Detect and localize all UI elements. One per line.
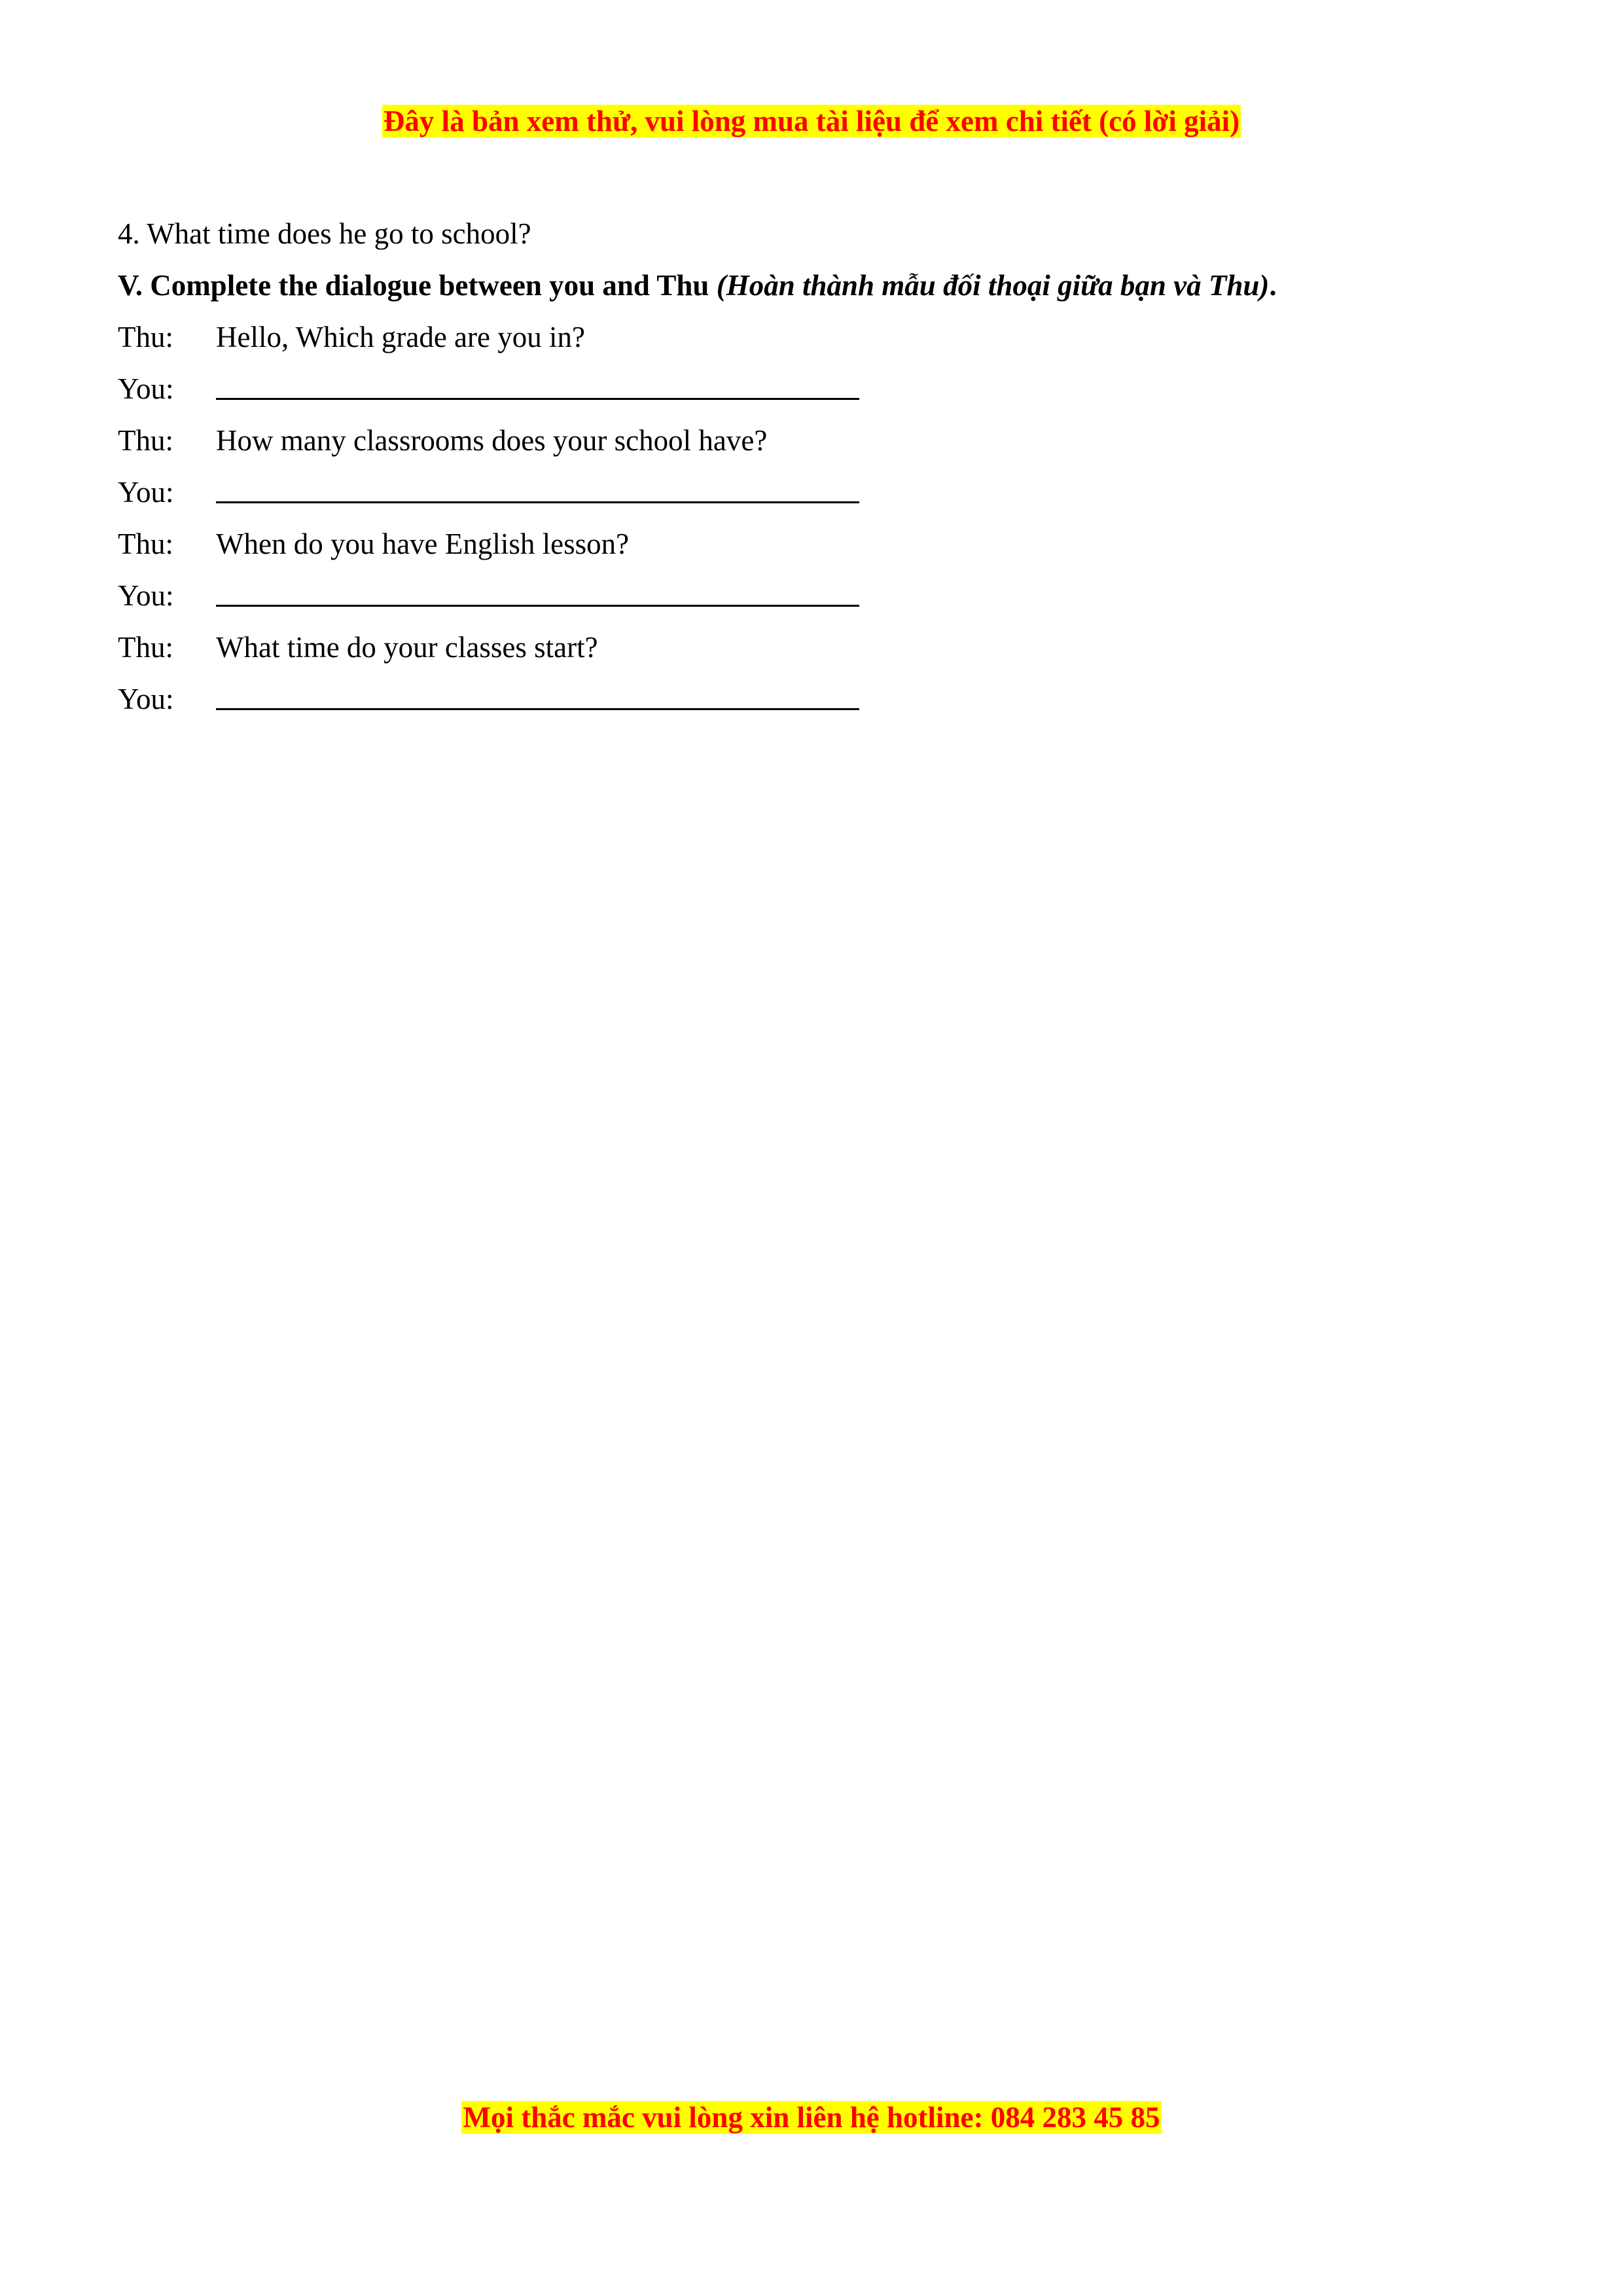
dialogue — [118, 312, 1505, 725]
preview-notice-text: Đây là bản xem thử, vui lòng mua tài liệu để xem chi tiết (có lời giải) — [383, 105, 1240, 137]
dialogue-line-you-3 — [118, 570, 1505, 622]
dialogue-line-thu-4 — [118, 622, 1505, 673]
speaker-label: Thu: — [118, 424, 173, 457]
question-4: 4. What time does he go to school? — [118, 217, 531, 250]
dialogue-line-thu-3 — [118, 518, 1505, 570]
answer-blank-2[interactable] — [216, 467, 859, 503]
speaker-label: You: — [118, 683, 174, 715]
worksheet-content — [118, 208, 1505, 725]
hotline-banner — [0, 2101, 1623, 2135]
speaker-label: You: — [118, 476, 174, 509]
answer-blank-1[interactable] — [216, 363, 859, 400]
hotline-text: Mọi thắc mắc vui lòng xin liên hệ hotline: 084 283 45 85 — [463, 2101, 1160, 2134]
section-v-heading — [118, 260, 1505, 312]
dialogue-line-you-1 — [118, 363, 1505, 415]
section-v-period: . — [1269, 269, 1277, 302]
dialogue-line-you-2 — [118, 467, 1505, 518]
answer-blank-3[interactable] — [216, 570, 859, 607]
dialogue-text: What time do your classes start? — [216, 631, 598, 664]
section-v-translation: (Hoàn thành mẫu đối thoại giữa bạn và Thu) — [716, 269, 1270, 302]
dialogue-line-thu-2 — [118, 415, 1505, 467]
preview-notice-banner — [0, 105, 1623, 139]
speaker-label: Thu: — [118, 631, 173, 664]
dialogue-text: How many classrooms does your school have? — [216, 424, 768, 457]
speaker-label: Thu: — [118, 528, 173, 560]
dialogue-text: When do you have English lesson? — [216, 528, 630, 560]
answer-blank-4[interactable] — [216, 673, 859, 710]
dialogue-line-you-4 — [118, 673, 1505, 725]
section-v-title: V. Complete the dialogue between you and Thu — [118, 269, 717, 302]
speaker-label: You: — [118, 372, 174, 405]
dialogue-line-thu-1 — [118, 312, 1505, 363]
dialogue-text: Hello, Which grade are you in? — [216, 321, 585, 353]
speaker-label: Thu: — [118, 321, 173, 353]
speaker-label: You: — [118, 579, 174, 612]
